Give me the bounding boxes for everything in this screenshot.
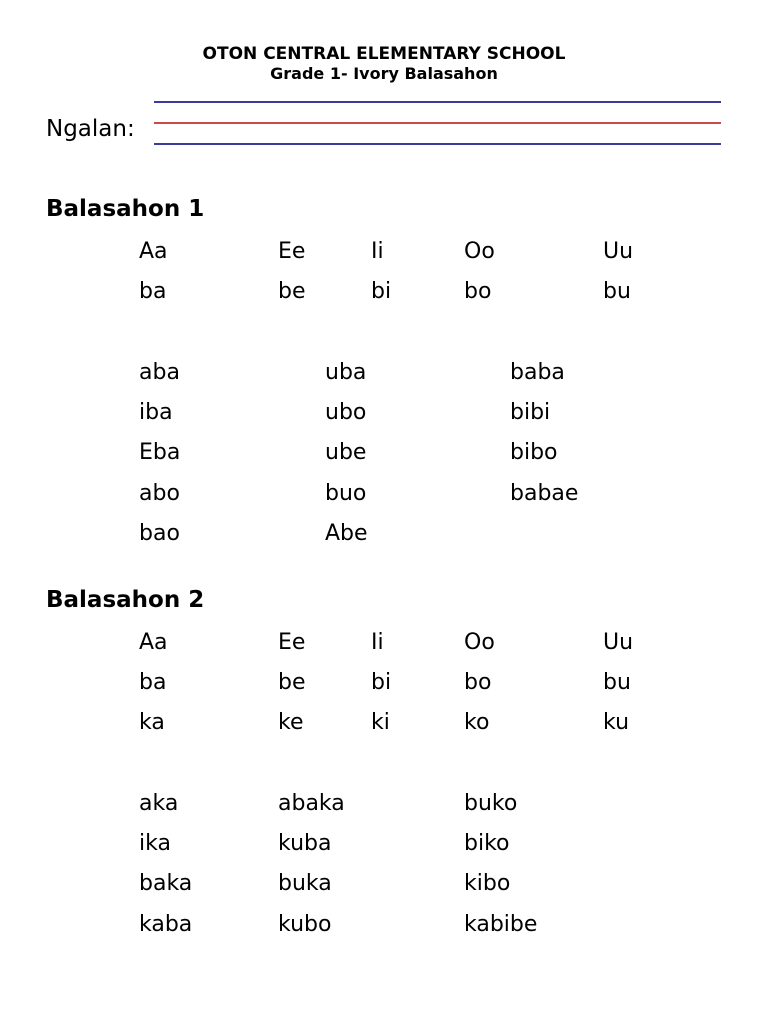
section-2-title: Balasahon 2 xyxy=(46,587,205,613)
school-name: OTON CENTRAL ELEMENTARY SCHOOL xyxy=(202,44,566,64)
word: bibo xyxy=(510,440,558,465)
word: uba xyxy=(325,360,367,385)
word: bibi xyxy=(510,400,551,425)
syllable: Uu xyxy=(603,630,634,655)
word: ika xyxy=(139,831,171,856)
word: buko xyxy=(464,791,518,816)
syllable: ke xyxy=(278,710,304,735)
word: kubo xyxy=(278,912,332,937)
syllable: ka xyxy=(139,710,165,735)
syllable: bi xyxy=(371,279,392,304)
syllable: Ee xyxy=(278,630,306,655)
syllable: ba xyxy=(139,670,167,695)
word: abo xyxy=(139,481,180,506)
word: aba xyxy=(139,360,180,385)
syllable: ba xyxy=(139,279,167,304)
syllable: Aa xyxy=(139,630,168,655)
syllable: Uu xyxy=(603,239,634,264)
syllable: be xyxy=(278,279,306,304)
syllable: bu xyxy=(603,670,631,695)
syllable: Aa xyxy=(139,239,168,264)
word: iba xyxy=(139,400,173,425)
word: kabibe xyxy=(464,912,538,937)
worksheet-header xyxy=(0,44,768,84)
word: baka xyxy=(139,871,193,896)
word: Eba xyxy=(139,440,181,465)
word: abaka xyxy=(278,791,345,816)
grade-label: Grade 1- Ivory Balasahon xyxy=(270,64,498,83)
syllable: Oo xyxy=(464,239,495,264)
name-writing-line-middle[interactable] xyxy=(154,122,721,124)
syllable: Oo xyxy=(464,630,495,655)
word: buo xyxy=(325,481,367,506)
word: bao xyxy=(139,521,180,546)
syllable: Ee xyxy=(278,239,306,264)
syllable: ko xyxy=(464,710,490,735)
syllable: bu xyxy=(603,279,631,304)
word: Abe xyxy=(325,521,368,546)
syllable: bo xyxy=(464,279,492,304)
syllable: ku xyxy=(603,710,630,735)
syllable: Ii xyxy=(371,239,384,264)
syllable: bo xyxy=(464,670,492,695)
word: kaba xyxy=(139,912,193,937)
word: babae xyxy=(510,481,579,506)
word: kibo xyxy=(464,871,511,896)
word: baba xyxy=(510,360,565,385)
word: aka xyxy=(139,791,179,816)
syllable: ki xyxy=(371,710,390,735)
word: ube xyxy=(325,440,367,465)
section-1-title: Balasahon 1 xyxy=(46,196,205,222)
name-writing-line-bottom[interactable] xyxy=(154,143,721,145)
name-label: Ngalan: xyxy=(46,116,135,142)
name-writing-line-top[interactable] xyxy=(154,101,721,103)
syllable: bi xyxy=(371,670,392,695)
word: ubo xyxy=(325,400,367,425)
word: kuba xyxy=(278,831,332,856)
syllable: be xyxy=(278,670,306,695)
word: biko xyxy=(464,831,510,856)
word: buka xyxy=(278,871,332,896)
syllable: Ii xyxy=(371,630,384,655)
